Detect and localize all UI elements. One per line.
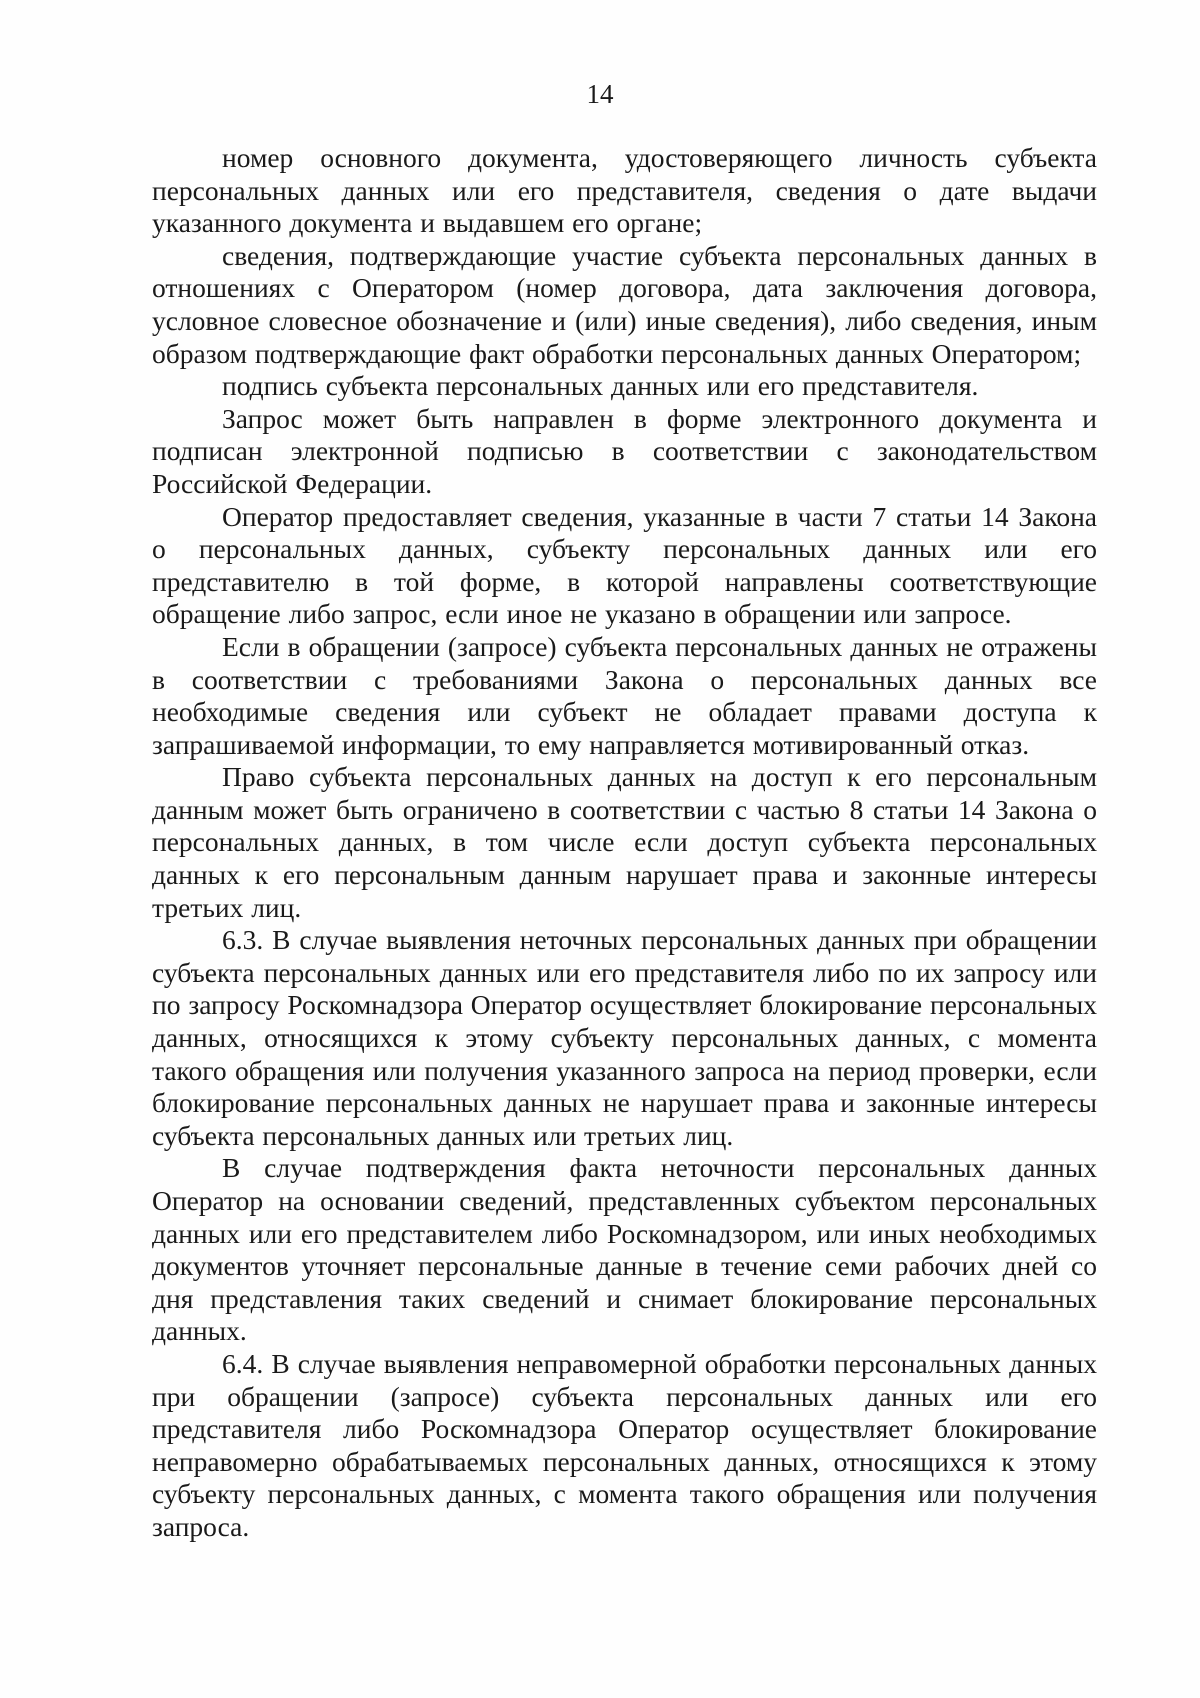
- paragraph-document-number: номер основного документа, удостоверяющего личность субъекта персональных данных или его представителя, сведения о дате выдачи указанного документа и выдавшем его органе;: [152, 142, 1097, 239]
- paragraph-access-restriction: Право субъекта персональных данных на доступ к его персональным данным может быть ограничено в соответствии с частью 8 статьи 14 Закона о персональных данных, в том числе если доступ субъекта персональных данных к его персональным данным нарушает права и законные интересы третьих лиц.: [152, 761, 1097, 923]
- paragraph-electronic-request: Запрос может быть направлен в форме электронного документа и подписан электронной подписью в соответствии с законодательством Российской Федерации.: [152, 402, 1097, 499]
- paragraph-refusal: Если в обращении (запросе) субъекта персональных данных не отражены в соответствии с требованиями Закона о персональных данных все необходимые сведения или субъект не обладает правами доступа к запрашиваемой информации, то ему направляется мотивированный отказ.: [152, 630, 1097, 760]
- document-body: [152, 142, 1097, 1544]
- paragraph-operator-provides: Оператор предоставляет сведения, указанные в части 7 статьи 14 Закона о персональных данных, субъекту персональных данных или его представителю в той форме, в которой направлены соответствующие обращение либо запрос, если иное не указано в обращении или запросе.: [152, 500, 1097, 630]
- paragraph-section-6-4: 6.4. В случае выявления неправомерной обработки персональных данных при обращении (запросе) субъекта персональных данных или его представителя либо Роскомнадзора Оператор осуществляет блокирование неправомерно обрабатываемых персональных данных, относящихся к этому субъекту персональных данных, с момента такого обращения или получения запроса.: [152, 1347, 1097, 1542]
- page-number: 14: [586, 79, 614, 109]
- paragraph-section-6-3: 6.3. В случае выявления неточных персональных данных при обращении субъекта персональных данных или его представителя либо по их запросу или по запросу Роскомнадзора Оператор осуществляет блокирование персональных данных, относящихся к этому субъекту персональных данных, с момента такого обращения или получения указанного запроса на период проверки, если блокирование персональных данных не нарушает права и законные интересы субъекта персональных данных или третьих лиц.: [152, 924, 1097, 1151]
- paragraph-inaccuracy-confirmed: В случае подтверждения факта неточности персональных данных Оператор на основании сведений, представленных субъектом персональных данных или его представителем либо Роскомнадзором, или иных необходимых документов уточняет персональные данные в течение семи рабочих дней со дня представления таких сведений и снимает блокирование персональных данных.: [152, 1152, 1097, 1347]
- paragraph-participation-info: сведения, подтверждающие участие субъекта персональных данных в отношениях с Оператором (номер договора, дата заключения договора, условное словесное обозначение и (или) иные сведения), либо сведения, иным образом подтверждающие факт обработки персональных данных Оператором;: [152, 239, 1097, 369]
- paragraph-signature: подпись субъекта персональных данных или его представителя.: [222, 370, 979, 402]
